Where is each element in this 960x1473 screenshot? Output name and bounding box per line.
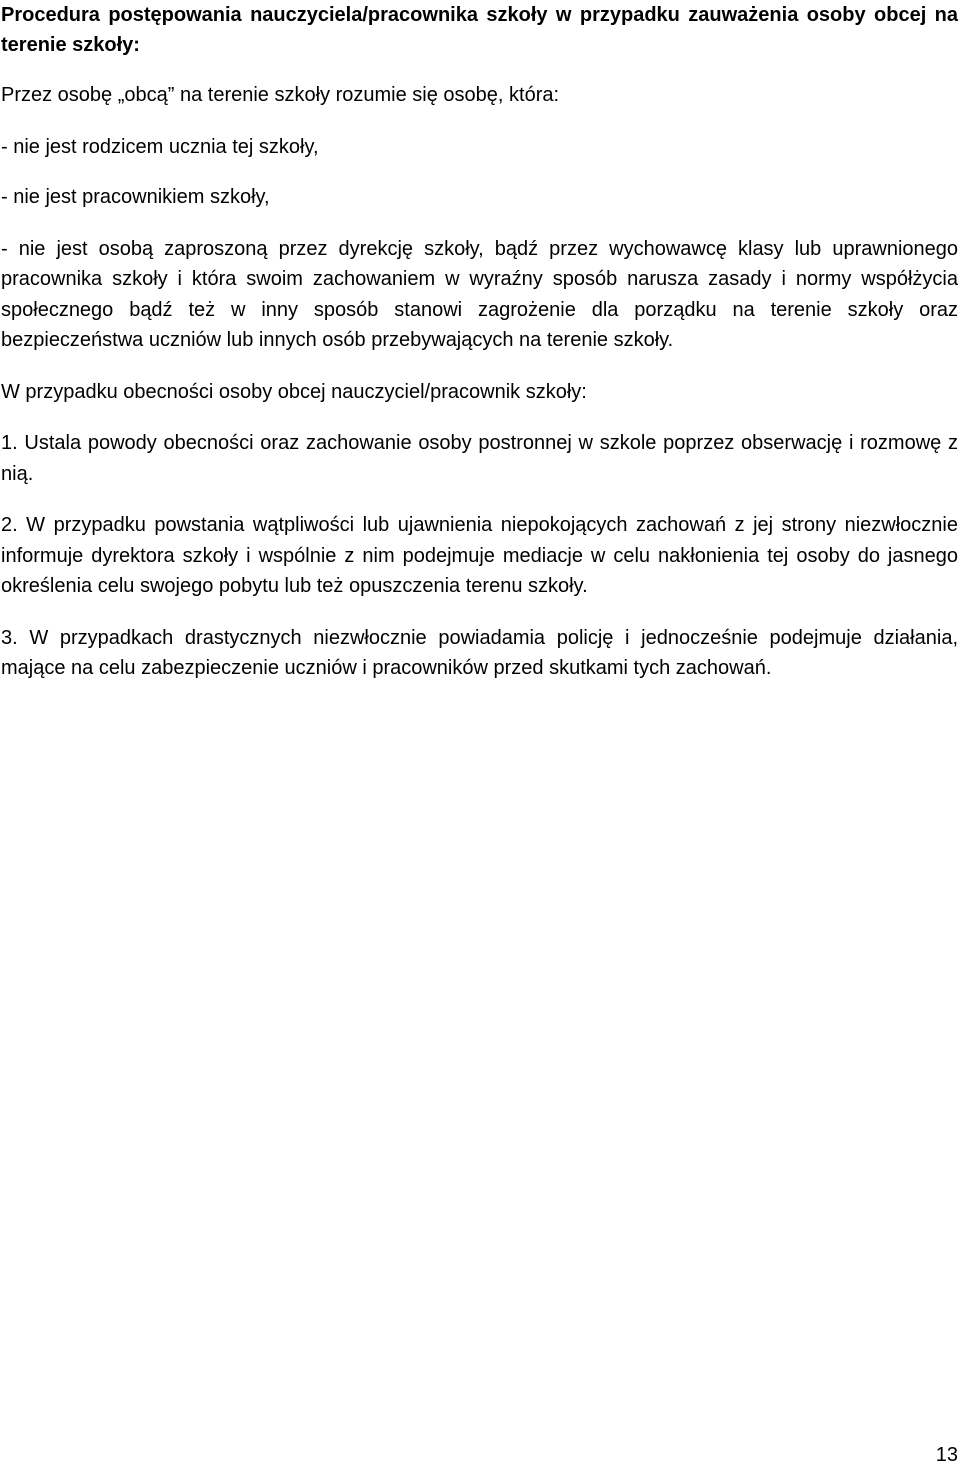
criterion-item: - nie jest rodzicem ucznia tej szkoły, [1, 135, 319, 158]
intro-paragraph: Przez osobę „obcą” na terenie szkoły rozumie się osobę, która: [1, 84, 560, 106]
step-item: 3. W przypadkach drastycznych niezwłocznie powiadamia policję i jednocześnie podejmuje działania, mające na celu zabezpieczenie uczniów i pracowników przed skutkami tych zachowań. [1, 626, 958, 679]
criterion-item: - nie jest osobą zaproszoną przez dyrekcję szkoły, bądź przez wychowawcę klasy lub uprawnionego pracownika szkoły i która swoim zachowaniem w wyraźny sposób narusza zasady i normy współżycia społecznego bądź też w inny sposób stanowi zagrożenie dla porządku na terenie szkoły oraz bezpieczeństwa uczniów lub innych osób przebywających na terenie szkoły. [1, 237, 958, 351]
step-item: 2. W przypadku powstania wątpliwości lub ujawnienia niepokojących zachowań z jej strony niezwłocznie informuje dyrektora szkoły i wspólnie z nim podejmuje mediacje w celu nakłonienia tej osoby do jasnego określenia celu swojego pobytu lub też opuszczenia terenu szkoły. [1, 514, 958, 597]
page-number: 13 [935, 1444, 958, 1466]
step-item: 1. Ustala powody obecności oraz zachowanie osoby postronnej w szkole poprzez obserwację i rozmowę z nią. [1, 432, 958, 485]
document-page [0, 0, 960, 684]
criterion-item: - nie jest pracownikiem szkoły, [1, 186, 270, 208]
case-intro-paragraph: W przypadku obecności osoby obcej nauczyciel/pracownik szkoły: [1, 380, 587, 403]
document-heading: Procedura postępowania nauczyciela/pracownika szkoły w przypadku zauważenia osoby obcej na terenie szkoły: [1, 4, 958, 56]
